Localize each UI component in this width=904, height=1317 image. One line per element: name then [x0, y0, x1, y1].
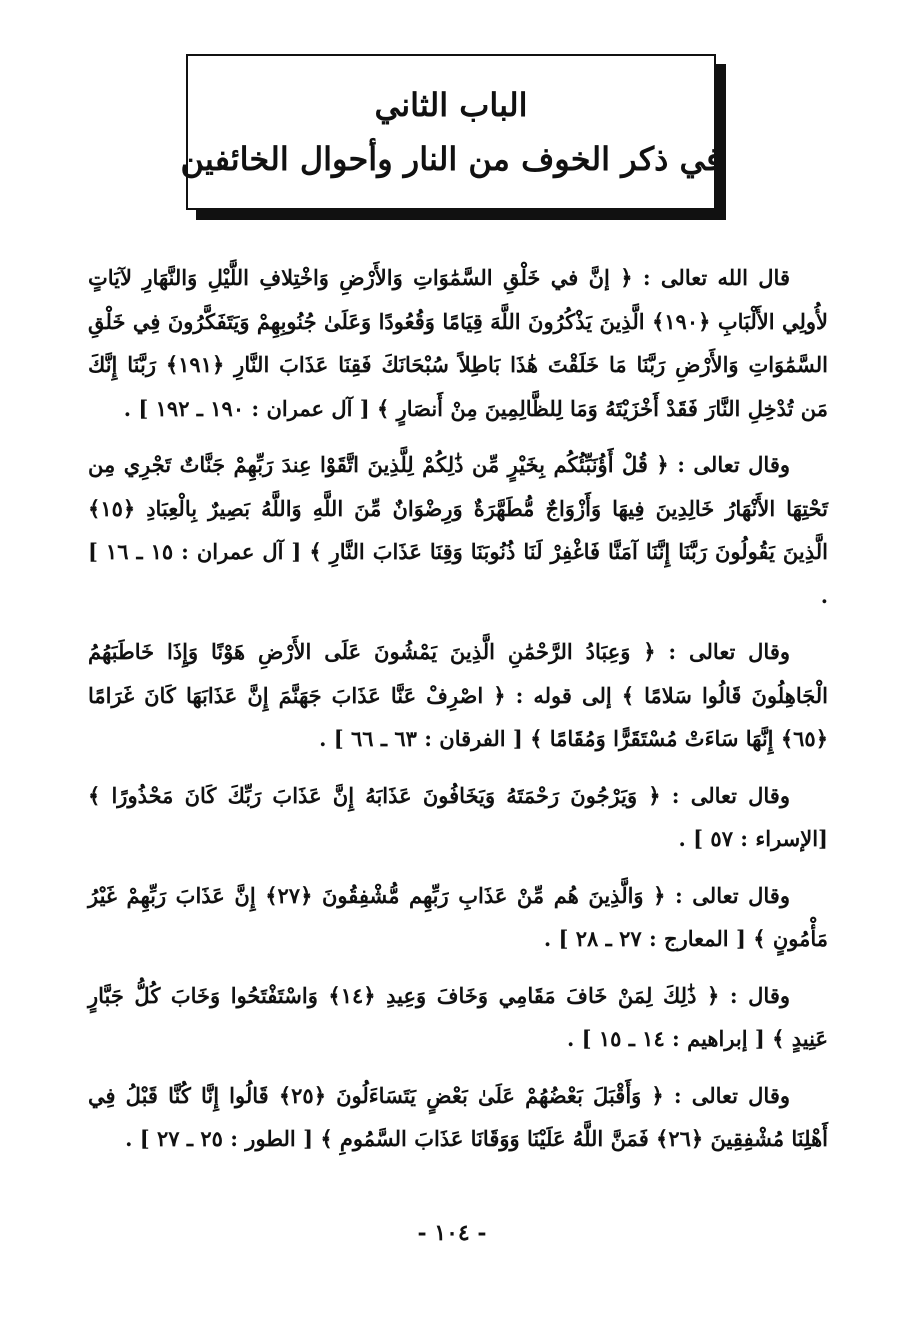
- paragraph-al-isra: [88, 774, 828, 861]
- chapter-title-frame: [180, 54, 722, 210]
- paragraph-ibrahim: [88, 974, 828, 1061]
- paragraph-text: وقال تعالى : ﴿ وَالَّذِينَ هُم مِّنْ عَذَابِ رَبِّهِم مُّشْفِقُونَ ﴿٢٧﴾ إِنَّ عَذَابَ رَبِّهِمْ غَيْرُ مَأْمُونٍ ﴾ [ المعارج : ٢٧ ـ ٢٨ ] .: [88, 882, 828, 951]
- paragraph-al-imran-190: [88, 256, 828, 430]
- paragraph-al-imran-15: [88, 443, 828, 617]
- paragraph-al-furqan: [88, 630, 828, 761]
- paragraph-text: قال الله تعالى : ﴿ إنَّ في خَلْقِ السَّمَٰوَاتِ وَالأَرْضِ وَاخْتِلافِ اللَّيْلِ وَالنَّهَارِ لآيَاتٍ لأُولِي الأَلْبَابِ ﴿١٩٠﴾ الَّذِينَ يَذْكُرُونَ اللَّهَ قِيَامًا وَقُعُودًا وَعَلَىٰ جُنُوبِهِمْ وَيَتَفَكَّرُونَ فِي خَلْقِ السَّمَٰوَاتِ وَالأَرْضِ رَبَّنَا مَا خَلَقْتَ هَٰذَا بَاطِلاً سُبْحَانَكَ فَقِنَا عَذَابَ النَّارِ ﴿١٩١﴾ رَبَّنَا إِنَّكَ مَن تُدْخِلِ النَّارَ فَقَدْ أَخْزَيْتَهُ وَمَا لِلظَّالِمِينَ مِنْ أَنصَارٍ ﴾ [ آل عمران : ١٩٠ ـ ١٩٢ ] .: [88, 265, 828, 421]
- paragraph-text: وقال تعالى : ﴿ وَأَقْبَلَ بَعْضُهُمْ عَلَىٰ بَعْضٍ يَتَسَاءَلُونَ ﴿٢٥﴾ قَالُوا إِنَّا كُنَّا قَبْلُ فِي أَهْلِنَا مُشْفِقِينَ ﴿٢٦﴾ فَمَنَّ اللَّهُ عَلَيْنَا وَوَقَانَا عَذَابَ السَّمُومِ ﴾ [ الطور : ٢٥ ـ ٢٧ ] .: [88, 1082, 828, 1151]
- page-body-text: [88, 256, 828, 1174]
- paragraph-text: وقال تعالى : ﴿ وَيَرْجُونَ رَحْمَتَهُ وَيَخَافُونَ عَذَابَهُ إِنَّ عَذَابَ رَبِّكَ كَانَ مَحْذُورًا ﴾ [الإسراء : ٥٧ ] .: [88, 782, 828, 851]
- chapter-title: الباب الثاني: [374, 86, 528, 124]
- paragraph-text: وقال تعالى : ﴿ وَعِبَادُ الرَّحْمَٰنِ الَّذِينَ يَمْشُونَ عَلَى الأَرْضِ هَوْنًا وَإِذَا خَاطَبَهُمُ الْجَاهِلُونَ قَالُوا سَلامًا ﴾ إلى قوله : ﴿ اصْرِفْ عَنَّا عَذَابَ جَهَنَّمَ إِنَّ عَذَابَهَا كَانَ غَرَامًا ﴿٦٥﴾ إِنَّهَا سَاءَتْ مُسْتَقَرًّا وَمُقَامًا ﴾ [ الفرقان : ٦٣ ـ ٦٦ ] .: [88, 639, 828, 751]
- chapter-subtitle: في ذكر الخوف من النار وأحوال الخائفين: [180, 140, 722, 178]
- paragraph-al-maarij: [88, 874, 828, 961]
- paragraph-text: وقال : ﴿ ذَٰلِكَ لِمَنْ خَافَ مَقَامِي وَخَافَ وَعِيدِ ﴿١٤﴾ وَاسْتَفْتَحُوا وَخَابَ كُلُّ جَبَّارٍ عَنِيدٍ ﴾ [ إبراهيم : ١٤ ـ ١٥ ] .: [88, 982, 828, 1051]
- paragraph-at-tur: [88, 1074, 828, 1161]
- paragraph-text: وقال تعالى : ﴿ قُلْ أَؤُنَبِّئُكُم بِخَيْرٍ مِّن ذَٰلِكُمْ لِلَّذِينَ اتَّقَوْا عِندَ رَبِّهِمْ جَنَّاتٌ تَجْرِي مِن تَحْتِهَا الأَنْهَارُ خَالِدِينَ فِيهَا وَأَزْوَاجٌ مُّطَهَّرَةٌ وَرِضْوَانٌ مِّنَ اللَّهِ وَاللَّهُ بَصِيرٌ بِالْعِبَادِ ﴿١٥﴾ الَّذِينَ يَقُولُونَ رَبَّنَا إِنَّنَا آمَنَّا فَاغْفِرْ لَنَا ذُنُوبَنَا وَقِنَا عَذَابَ النَّارِ ﴾ [ آل عمران : ١٥ ـ ١٦ ] .: [88, 452, 828, 608]
- page-number: - ١٠٤ -: [417, 1220, 487, 1246]
